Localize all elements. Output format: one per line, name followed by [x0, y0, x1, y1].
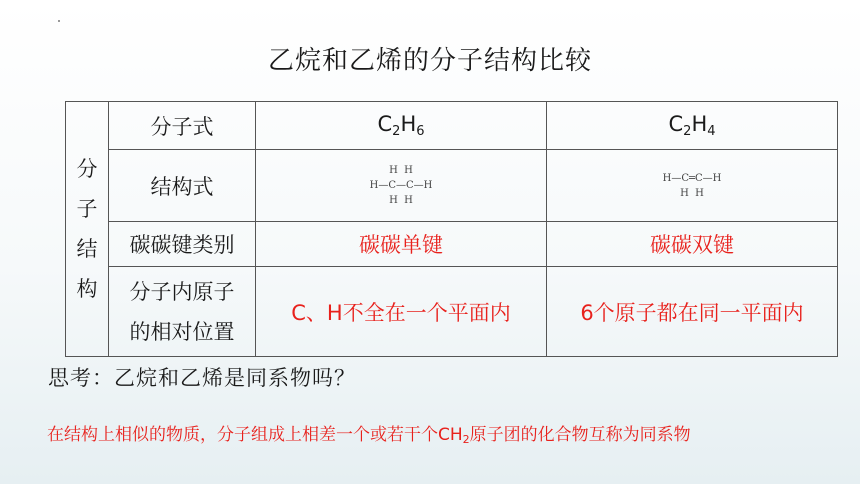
row-label-atom-position: 分子内原子 的相对位置: [109, 267, 256, 357]
ethene-bond-type: 碳碳双键: [547, 222, 838, 267]
ethene-atom-position: 6个原子都在同一平面内: [547, 267, 838, 357]
definition-text: 在结构上相似的物质，分子组成上相差一个或若干个$CH_2$原子团的化合物互称为同系物: [47, 425, 691, 446]
table-row: [66, 222, 838, 267]
decorative-dot: [58, 20, 60, 22]
side-header-char: 构: [76, 277, 98, 301]
ethane-formula: $C_2H_6$: [256, 102, 547, 150]
question-text: 思考：乙烷和乙烯是同系物吗？: [48, 366, 356, 390]
row-label-bond-type: 碳碳键类别: [109, 222, 256, 267]
ethane-atom-position: C、H不全在一个平面内: [256, 267, 547, 357]
side-header: [66, 102, 109, 357]
comparison-table: [65, 101, 838, 357]
ethane-bond-type: 碳碳单键: [256, 222, 547, 267]
ethene-structure: H—C═C—H H H: [547, 150, 838, 222]
side-header-char: 结: [76, 237, 98, 261]
row-label-formula: 分子式: [109, 102, 256, 150]
side-header-char: 子: [76, 197, 98, 221]
table-row: [66, 102, 838, 150]
row-label-structure: 结构式: [109, 150, 256, 222]
page-title: 乙烷和乙烯的分子结构比较: [267, 46, 592, 76]
table-row: [66, 150, 838, 222]
ethene-formula: $C_2H_4$: [547, 102, 838, 150]
side-header-char: 分: [76, 157, 98, 181]
table-row: [66, 267, 838, 357]
ethane-structure: H H H—C—C—H H H: [256, 150, 547, 222]
